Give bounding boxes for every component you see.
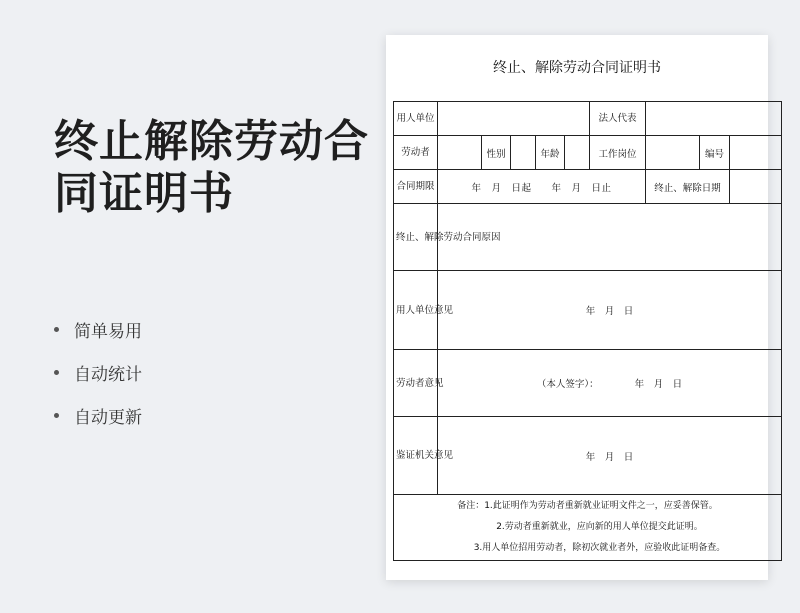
page-title: 终止解除劳动合同证明书	[54, 116, 369, 219]
table-row	[394, 417, 782, 495]
feature-list	[54, 308, 142, 437]
contract-period-field[interactable]: 年 月 日起 年 月 日止	[438, 170, 646, 204]
table-row	[394, 350, 782, 417]
table-row	[394, 271, 782, 350]
feature-label: 自动更新	[74, 408, 142, 428]
legal-rep-field[interactable]	[646, 102, 782, 136]
age-field[interactable]	[565, 136, 590, 170]
bullet-dot-icon	[54, 327, 59, 332]
bullet-dot-icon	[54, 370, 59, 375]
notes-line-1	[396, 496, 779, 517]
feature-label: 自动统计	[74, 365, 142, 385]
bullet-dot-icon	[54, 413, 59, 418]
employer-field[interactable]	[438, 102, 590, 136]
contract-period-label: 合同期限	[394, 170, 438, 204]
certificate-form-table	[393, 101, 782, 561]
reason-label: 终止、解除劳动合同原因	[394, 204, 438, 271]
employer-label: 用人单位	[394, 102, 438, 136]
date-text: 年 月 日	[634, 379, 683, 390]
note-text: 2.劳动者重新就业，应向新的用人单位提交此证明。	[496, 522, 703, 532]
note-text: 1.此证明作为劳动者重新就业证明文件之一，应妥善保管。	[484, 501, 718, 511]
feature-label: 简单易用	[74, 322, 142, 342]
termination-date-field[interactable]	[730, 170, 782, 204]
note-text: 3.用人单位招用劳动者，除初次就业者外，应验收此证明备查。	[473, 543, 726, 553]
signature-text: （本人签字）：	[536, 379, 599, 390]
appraisal-field[interactable]	[438, 417, 782, 495]
worker-field[interactable]	[438, 136, 482, 170]
legal-rep-label: 法人代表	[590, 102, 646, 136]
table-row	[394, 495, 782, 561]
post-field[interactable]	[646, 136, 700, 170]
table-row	[394, 102, 782, 136]
appraisal-label: 鉴证机关意见	[394, 417, 438, 495]
gender-label: 性别	[482, 136, 511, 170]
age-label: 年龄	[536, 136, 565, 170]
table-row	[394, 170, 782, 204]
date-text: 年 月 日	[585, 451, 634, 463]
employer-opinion-field[interactable]	[438, 271, 782, 350]
number-field[interactable]	[730, 136, 782, 170]
table-row	[394, 204, 782, 271]
worker-opinion-field[interactable]	[438, 350, 782, 417]
feature-item	[54, 394, 142, 437]
employer-opinion-label: 用人单位意见	[394, 271, 438, 350]
worker-label: 劳动者	[394, 136, 438, 170]
termination-date-label: 终止、解除日期	[646, 170, 730, 204]
document-title: 终止、解除劳动合同证明书	[493, 60, 661, 76]
notes-prefix: 备注：	[457, 501, 485, 511]
post-label: 工作岗位	[590, 136, 646, 170]
feature-item	[54, 308, 142, 351]
notes-cell	[394, 495, 782, 561]
date-text: 年 月 日	[585, 306, 634, 317]
number-label: 编号	[700, 136, 730, 170]
document-preview	[386, 35, 768, 580]
worker-opinion-label: 劳动者意见	[394, 350, 438, 417]
table-row	[394, 136, 782, 170]
gender-field[interactable]	[511, 136, 536, 170]
feature-item	[54, 351, 142, 394]
